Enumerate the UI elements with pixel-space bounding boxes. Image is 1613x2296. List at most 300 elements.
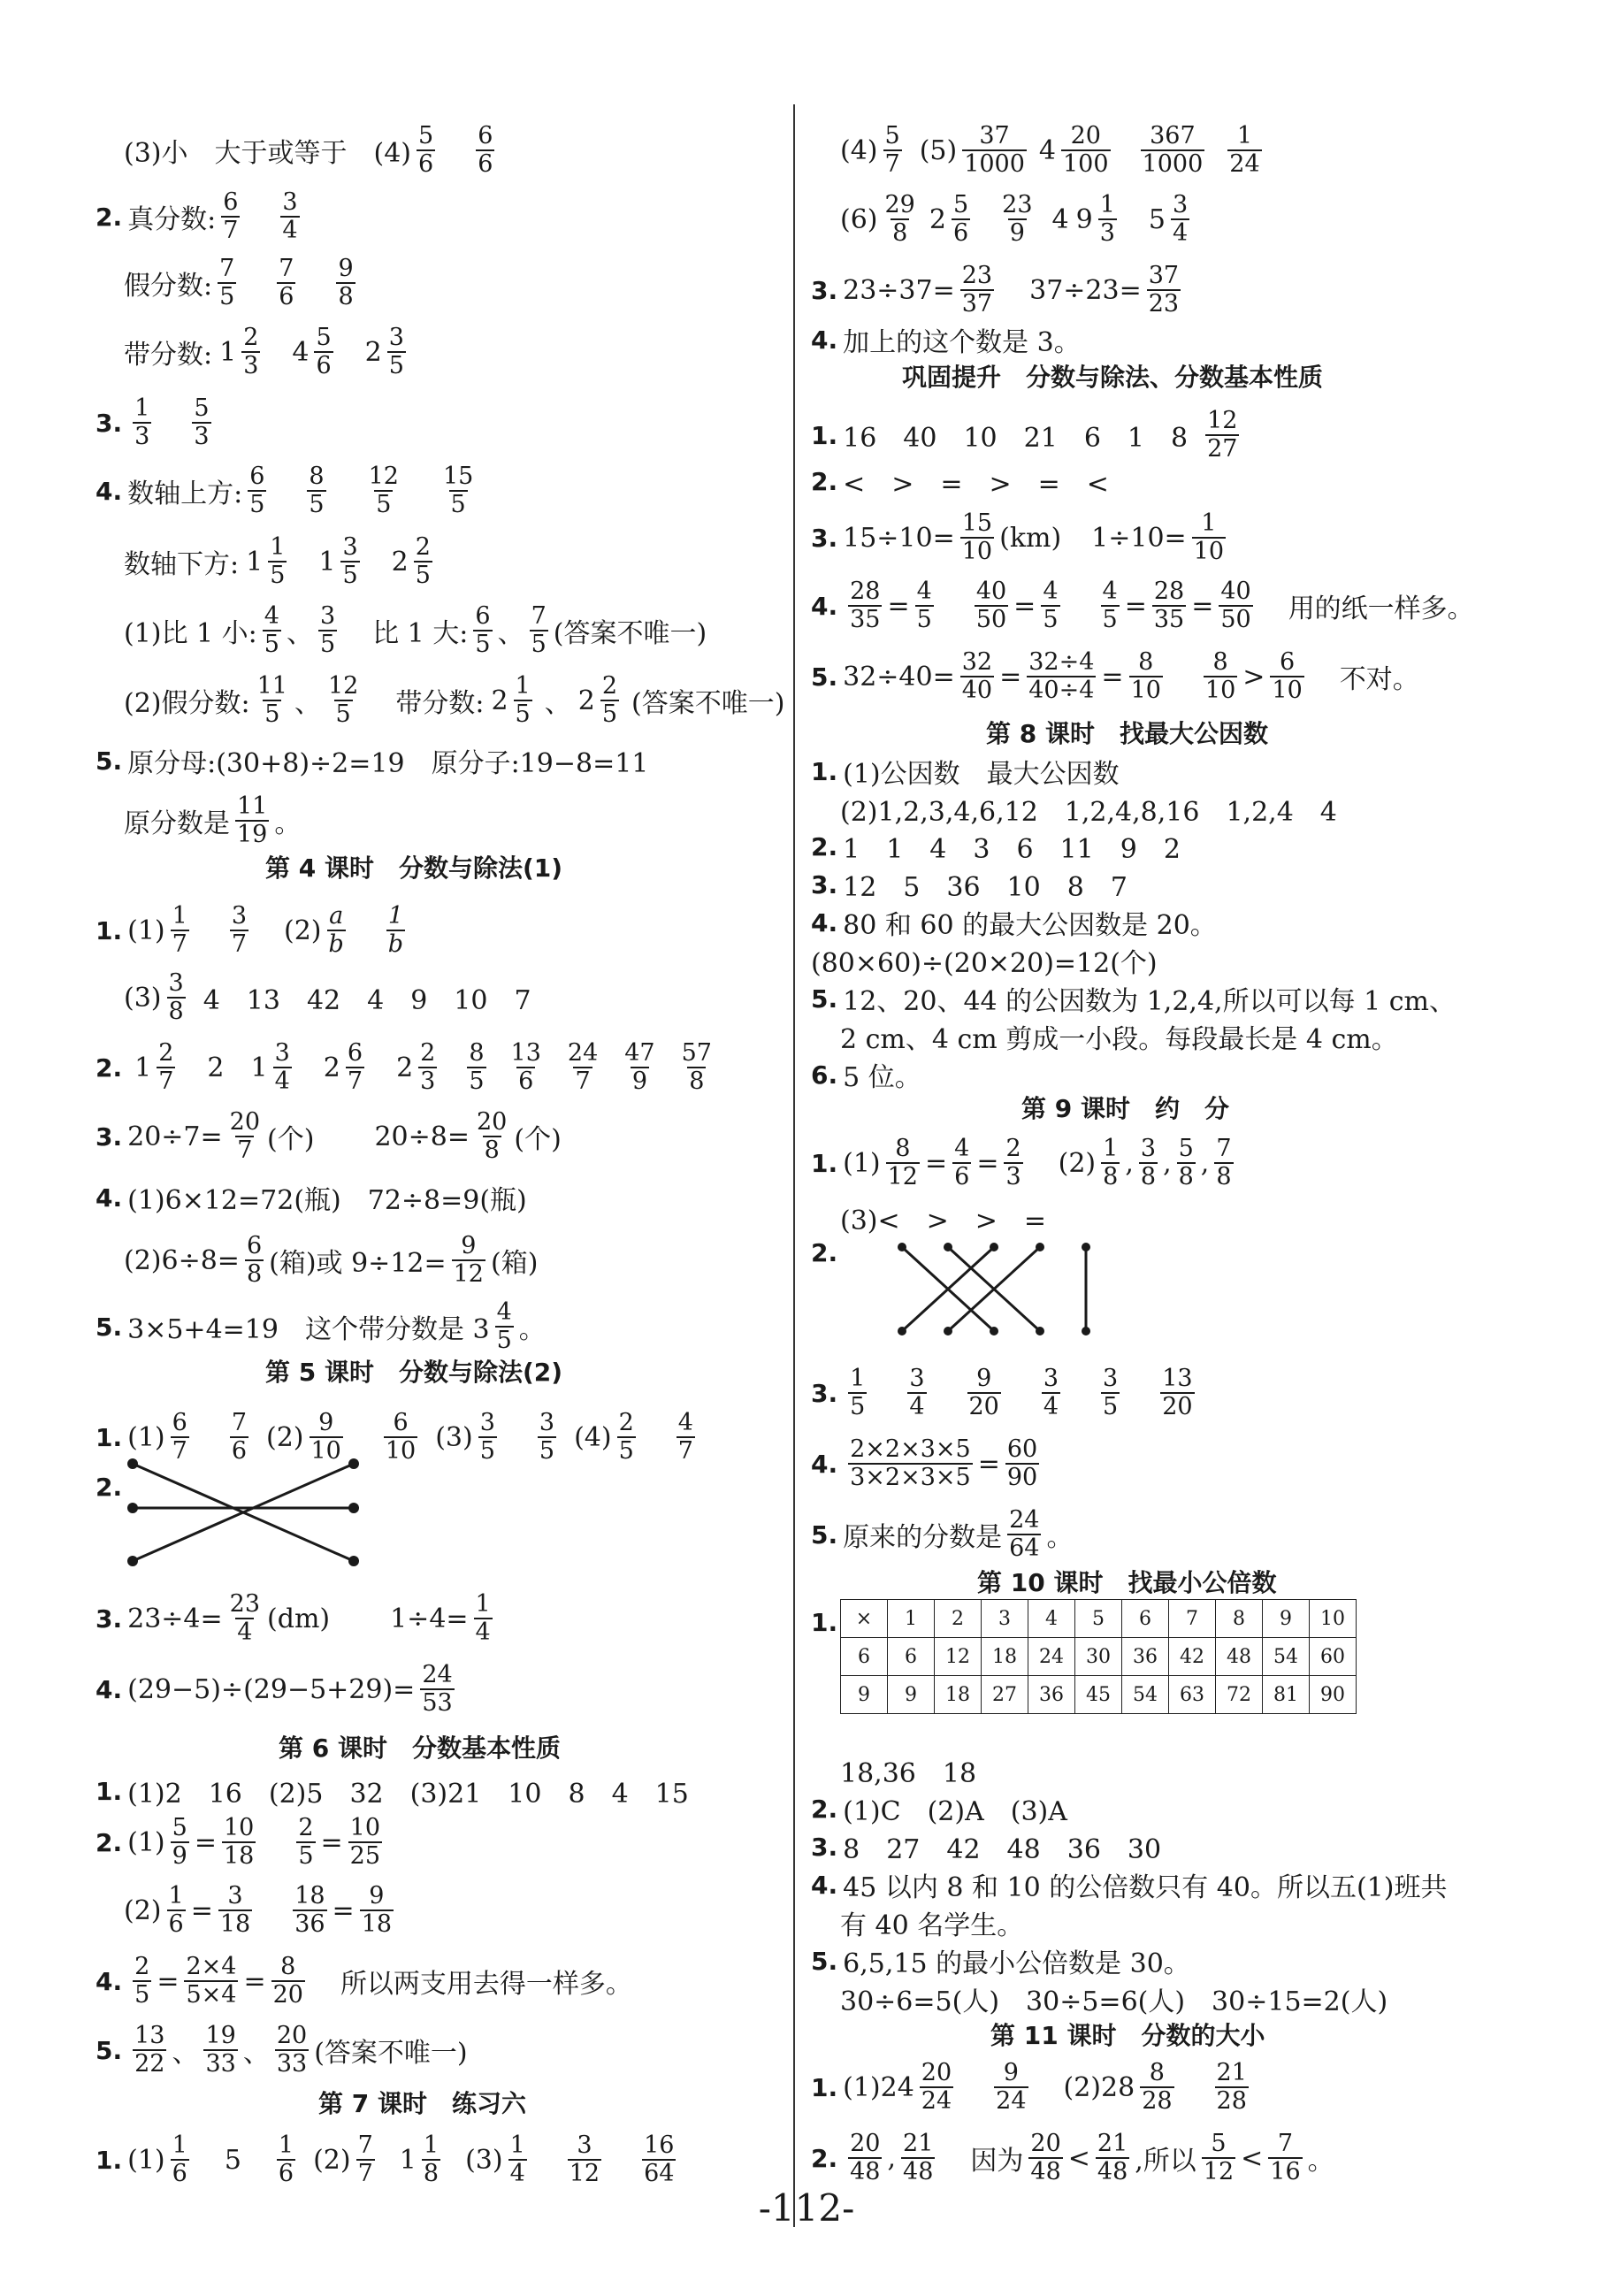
numerator: 3 (274, 1039, 290, 1067)
numerator: 32÷4 (1028, 648, 1095, 676)
line-l12 (96, 904, 410, 958)
fraction (277, 2133, 295, 2187)
line-r1 (840, 124, 1267, 178)
denominator: 8 (892, 219, 908, 248)
match-dot (1082, 1327, 1090, 1336)
denominator: 20 (968, 1393, 999, 1421)
numerator: 1 (515, 672, 531, 700)
whole-part: 9 (1075, 203, 1093, 235)
text: (箱)或 9÷12= (269, 1248, 447, 1280)
numerator: 9 (976, 1365, 992, 1392)
fraction (326, 674, 360, 728)
denominator: 8 (423, 2160, 440, 2188)
line-l26 (96, 1955, 632, 2009)
denominator: 22 (134, 2050, 165, 2078)
mixed-number (578, 674, 624, 728)
whole-part: 1 (399, 2144, 417, 2176)
item-number: 5. (811, 662, 838, 692)
line-r20 (840, 1198, 1046, 1237)
text: = (332, 1894, 355, 1926)
text: = (194, 1826, 217, 1858)
mixed-number (134, 1041, 180, 1095)
whole-part: 2 (929, 203, 946, 235)
fraction (417, 124, 435, 178)
denominator: 90 (1006, 1464, 1038, 1492)
numerator: 18 (294, 1882, 325, 1910)
fraction (318, 604, 337, 658)
numerator: 29 (884, 191, 915, 218)
text: 16 40 10 21 6 1 8 (843, 423, 1189, 455)
fraction (1214, 1137, 1233, 1190)
item-number: 4. (811, 907, 838, 938)
numerator: 20 (477, 1108, 508, 1136)
text: (答案不唯一) (314, 2038, 468, 2070)
fraction (1192, 511, 1226, 565)
line-l15 (96, 1110, 562, 1164)
table-cell: 12 (935, 1638, 982, 1676)
line-r6 (811, 462, 1109, 501)
item-number: 3. (811, 1378, 838, 1408)
fraction (962, 124, 1027, 178)
text: (1) (127, 1421, 165, 1453)
denominator: 24 (921, 2087, 952, 2116)
denominator: 19 (237, 821, 268, 849)
fraction (327, 904, 346, 958)
numerator: 3 (1103, 1365, 1119, 1392)
denominator: 48 (1097, 2158, 1128, 2186)
item-number: 2. (96, 1827, 123, 1857)
numerator: 1 (475, 1590, 491, 1618)
fraction (960, 511, 994, 565)
numerator: 10 (349, 1814, 380, 1841)
fraction (848, 1437, 973, 1491)
text: (2)假分数: (124, 688, 250, 720)
text: , (1200, 1147, 1210, 1179)
line-r12 (811, 827, 1181, 866)
item-number: 3. (811, 523, 838, 553)
denominator: 5 (618, 1437, 634, 1466)
numerator: 1 (168, 1882, 184, 1910)
fraction (167, 971, 186, 1025)
fraction (677, 1411, 695, 1465)
text: = (190, 1894, 213, 1926)
text: 。 (1046, 1522, 1074, 1554)
match-dot (1036, 1243, 1044, 1251)
numerator: 3 (282, 188, 298, 216)
numerator: 1 (278, 2131, 294, 2159)
text: (3)小 大于或等于 (4) (124, 138, 411, 170)
denominator: 5 (515, 700, 531, 729)
line-l17 (124, 1234, 538, 1288)
item-number: 4. (96, 1182, 123, 1213)
text: 32÷40= (843, 661, 955, 693)
text: 45 以内 8 和 10 的公倍数只有 40。所以五(1)班共 (843, 1872, 1448, 1903)
fraction (348, 1816, 382, 1870)
text: = (977, 1448, 1000, 1480)
numerator: 37 (1148, 262, 1180, 289)
denominator: 50 (1220, 606, 1251, 634)
table-cell: 6 (1122, 1600, 1169, 1638)
multiples-table (840, 1599, 1357, 1714)
text: (4) (840, 134, 878, 166)
table-cell: 1 (888, 1600, 935, 1638)
numerator: 2 (158, 1039, 174, 1067)
item-number: 5. (96, 746, 123, 776)
line-l28 (96, 2133, 681, 2187)
denominator: 9 (1009, 219, 1025, 248)
text: = (924, 1147, 948, 1179)
denominator: 5 (309, 491, 325, 519)
table-cell: 48 (1216, 1638, 1263, 1676)
table-cell: 9 (841, 1676, 888, 1714)
numerator: 12 (327, 672, 359, 700)
fraction (296, 1816, 315, 1870)
table-row (841, 1600, 1357, 1638)
numerator: 5 (172, 1814, 187, 1841)
table-cell: 8 (1216, 1600, 1263, 1638)
text: (2) (124, 1894, 162, 1926)
fraction (920, 2061, 953, 2115)
text: 比 1 大: (372, 618, 469, 650)
numerator: 1 (1103, 1135, 1119, 1162)
whole-part: 2 (207, 1052, 225, 1083)
fraction (1098, 193, 1117, 247)
text: > (1242, 661, 1265, 693)
text: , (1125, 1147, 1134, 1179)
fraction (241, 325, 260, 379)
item-number: 4. (811, 1449, 838, 1479)
match-dot (990, 1327, 998, 1336)
denominator: 8 (1140, 1163, 1157, 1191)
text: = (1191, 590, 1214, 622)
numerator: 1 (387, 902, 404, 930)
text: (29−5)÷(29−5+29)= (127, 1673, 416, 1705)
match-dot (898, 1327, 906, 1336)
fraction (617, 1411, 636, 1465)
numerator: 1 (423, 2131, 440, 2159)
fraction (473, 604, 492, 658)
fraction (386, 904, 405, 958)
fraction (1141, 124, 1205, 178)
denominator: 37 (961, 290, 993, 318)
text: 因为 (970, 2146, 1024, 2177)
text: 、 (544, 688, 571, 720)
denominator: 10 (1272, 677, 1303, 705)
whole-part: 1 (219, 336, 237, 368)
whole-part: 2 (396, 1052, 414, 1083)
fraction (509, 1041, 543, 1095)
match-dot (127, 1458, 138, 1469)
text: 、 (286, 618, 313, 650)
fraction (441, 464, 475, 518)
line-r28 (811, 1827, 1161, 1866)
column-divider (793, 104, 795, 2227)
table-cell: 81 (1263, 1676, 1310, 1714)
denominator: 7 (347, 1068, 363, 1096)
numerator: 2 (243, 324, 259, 351)
table-cell: 2 (935, 1600, 982, 1638)
fraction (907, 1366, 926, 1420)
denominator: 48 (850, 2158, 881, 2186)
denominator: 10 (1204, 677, 1236, 705)
text: 、 (172, 2038, 199, 2070)
text: < (1241, 2142, 1264, 2174)
item-number: 3. (96, 408, 123, 438)
table-cell: 90 (1310, 1676, 1357, 1714)
fraction (1177, 1137, 1196, 1190)
numerator: 4 (916, 578, 932, 605)
item-number: 1. (96, 2145, 123, 2175)
numerator: 4 (496, 1298, 512, 1326)
line-l3 (124, 256, 361, 310)
heading-lesson-7: 第 7 课时 练习六 (318, 2089, 526, 2118)
fraction (530, 604, 548, 658)
numerator: 11 (237, 792, 268, 820)
item-number: 3. (96, 1603, 123, 1634)
mixed-number (1076, 193, 1122, 247)
line-l14 (96, 1041, 731, 1095)
fraction (1215, 2061, 1249, 2115)
whole-part: 1 (250, 1052, 268, 1083)
line-l18 (96, 1300, 546, 1354)
denominator: 5 (601, 700, 617, 729)
denominator: 6 (278, 2160, 294, 2188)
fraction (1268, 2131, 1302, 2185)
fraction (293, 1884, 326, 1938)
denominator: b (328, 930, 344, 959)
line-l13 (124, 971, 531, 1025)
fraction (975, 579, 1008, 633)
line-r10 (811, 752, 1120, 791)
numerator: 8 (1149, 2059, 1165, 2086)
denominator: 6 (952, 219, 969, 248)
fraction (133, 2024, 166, 2078)
fraction (167, 1884, 186, 1938)
line-r22 (811, 1366, 1230, 1420)
fraction (1219, 579, 1252, 633)
text: 6,5,15 的最小公倍数是 30。 (843, 1948, 1190, 1979)
line-r13 (811, 865, 1128, 904)
mixed-number (491, 674, 537, 728)
text: 加上的这个数是 3。 (843, 327, 1081, 358)
fraction (418, 1041, 437, 1095)
fraction (1227, 124, 1261, 178)
text: (6) (840, 203, 878, 235)
line-r31 (811, 1941, 1190, 1980)
text: 5 (224, 2144, 241, 2176)
mixed-number (1149, 193, 1195, 247)
text: (dm) (267, 1603, 331, 1634)
fraction (221, 190, 240, 244)
fraction (568, 2133, 601, 2187)
text: 1÷4= (390, 1603, 469, 1634)
fraction (203, 2024, 237, 2078)
denominator: 6 (231, 1437, 247, 1466)
text: (1)公因数 最大公因数 (843, 759, 1120, 790)
item-number: 2. (96, 1052, 123, 1083)
whole-part: 2 (323, 1052, 340, 1083)
whole-part: 4 (1038, 134, 1056, 166)
denominator: 6 (172, 2160, 187, 2188)
mixed-number (365, 325, 411, 379)
denominator: 6 (478, 150, 493, 179)
item-number: 3. (811, 1832, 838, 1862)
denominator: 4 (475, 1619, 491, 1647)
fraction (171, 2133, 189, 2187)
heading-lesson-10: 第 10 课时 找最小公倍数 (977, 1568, 1277, 1597)
fraction (133, 396, 151, 450)
denominator: 9 (631, 1068, 648, 1096)
numerator: 6 (223, 188, 239, 216)
denominator: 5 (335, 700, 351, 729)
numerator: 20 (1030, 2130, 1061, 2157)
numerator: 15 (961, 509, 993, 537)
denominator: 12 (453, 1260, 484, 1289)
heading-lesson-6: 第 6 课时 分数基本性质 (279, 1733, 561, 1763)
denominator: 5 (1103, 1393, 1119, 1421)
numerator: 6 (393, 1409, 409, 1436)
fraction (1000, 193, 1034, 247)
text: 3×5+4=19 这个带分数是 3 (127, 1314, 490, 1346)
denominator: 7 (575, 1068, 591, 1096)
fraction (474, 1592, 493, 1646)
fraction (275, 2024, 309, 2078)
numerator: 4 (1043, 578, 1059, 605)
line-l4 (124, 325, 418, 379)
denominator: 5 (450, 491, 466, 519)
denominator: 3×2×3×5 (850, 1464, 971, 1492)
text: 1÷10= (1091, 522, 1187, 554)
denominator: 5 (342, 562, 358, 590)
table-row (841, 1638, 1357, 1676)
mixed-number (318, 535, 364, 589)
numerator: 2 (415, 533, 431, 561)
numerator: 1 (172, 902, 187, 930)
denominator: 7 (884, 150, 900, 179)
numerator: 6 (1280, 648, 1296, 676)
page-number: -112- (758, 2186, 855, 2230)
text: 用的纸一样多。 (1288, 593, 1474, 625)
table-cell: 63 (1169, 1676, 1216, 1714)
numerator: 21 (903, 2130, 934, 2157)
text: (3) (124, 982, 162, 1014)
denominator: 5 (219, 283, 235, 311)
fraction (478, 1411, 497, 1465)
fraction (1007, 1508, 1041, 1562)
denominator: 5 (264, 631, 279, 659)
numerator: 1 (270, 533, 286, 561)
denominator: 5 (376, 491, 392, 519)
line-l21 (96, 1592, 498, 1646)
numerator: a (329, 902, 344, 930)
numerator: 6 (246, 1232, 263, 1259)
whole-part: 2 (577, 685, 595, 716)
heading-lesson-11: 第 11 课时 分数的大小 (990, 2021, 1265, 2050)
text: 4 (1051, 203, 1069, 235)
numerator: 6 (475, 602, 491, 630)
numerator: 28 (1153, 578, 1185, 605)
match-dot (127, 1556, 138, 1566)
numerator: 9 (338, 255, 354, 282)
denominator: 1000 (1142, 150, 1204, 179)
table-cell: 6 (841, 1638, 888, 1676)
denominator: 10 (385, 1437, 417, 1466)
numerator: 2 (601, 672, 617, 700)
denominator: 3 (420, 1068, 436, 1096)
numerator: 20 (276, 2022, 308, 2049)
text: 带分数: (124, 340, 213, 371)
item-number: 3. (811, 275, 838, 305)
denominator: 12 (1203, 2158, 1235, 2186)
numerator: 20 (1070, 122, 1101, 149)
fraction (268, 535, 287, 589)
item-number: 4. (96, 1966, 123, 1996)
text: , (1163, 1147, 1172, 1179)
numerator: 2 (298, 1814, 314, 1841)
denominator: 5 (415, 562, 431, 590)
denominator: 8 (246, 1260, 263, 1289)
fraction (1152, 579, 1186, 633)
fraction (994, 2061, 1028, 2115)
mixed-number (392, 535, 438, 589)
line-r2 (840, 193, 1202, 247)
denominator: 7 (223, 217, 239, 245)
match-dot (898, 1243, 906, 1251)
text: (1) (127, 915, 165, 946)
fraction (245, 1234, 264, 1288)
fraction (218, 256, 236, 310)
numerator: 2×2×3×5 (850, 1435, 971, 1463)
numerator: 4 (677, 1409, 693, 1436)
text: 2 cm、4 cm 剪成一小段。每段最长是 4 cm。 (840, 1024, 1398, 1055)
text: = (243, 1965, 266, 1997)
fraction (414, 535, 432, 589)
fraction (1147, 264, 1181, 318)
text: (2) (266, 1421, 304, 1453)
denominator: 7 (357, 2160, 373, 2188)
denominator: 7 (231, 930, 247, 959)
item-number: 1. (811, 756, 838, 786)
numerator: 7 (279, 255, 294, 282)
line-r4 (811, 320, 1081, 359)
denominator: 18 (361, 1910, 393, 1939)
numerator: 1 (1236, 122, 1253, 149)
denominator: 3 (1005, 1163, 1021, 1191)
table-cell: 36 (1028, 1676, 1075, 1714)
item-number: 5. (811, 983, 838, 1014)
table-cell: 9 (1263, 1600, 1310, 1638)
text: , (887, 2142, 897, 2174)
fraction (886, 1137, 920, 1190)
numerator: 21 (1216, 2059, 1247, 2086)
numerator: 3 (1172, 191, 1189, 218)
numerator: 13 (510, 1039, 541, 1067)
denominator: 8 (1103, 1163, 1119, 1191)
fraction (1270, 650, 1303, 704)
numerator: 5 (1178, 1135, 1194, 1162)
denominator: 40 (961, 677, 993, 705)
fraction (967, 1366, 1001, 1420)
line-r3 (811, 264, 1186, 318)
text: (个) (267, 1124, 315, 1156)
numerator: 2 (1005, 1135, 1021, 1162)
numerator: 20 (921, 2059, 952, 2086)
denominator: 4 (282, 217, 298, 245)
table-cell: 30 (1075, 1638, 1122, 1676)
item-number: 1. (811, 420, 838, 450)
fraction (476, 124, 494, 178)
mixed-number (251, 1041, 297, 1095)
